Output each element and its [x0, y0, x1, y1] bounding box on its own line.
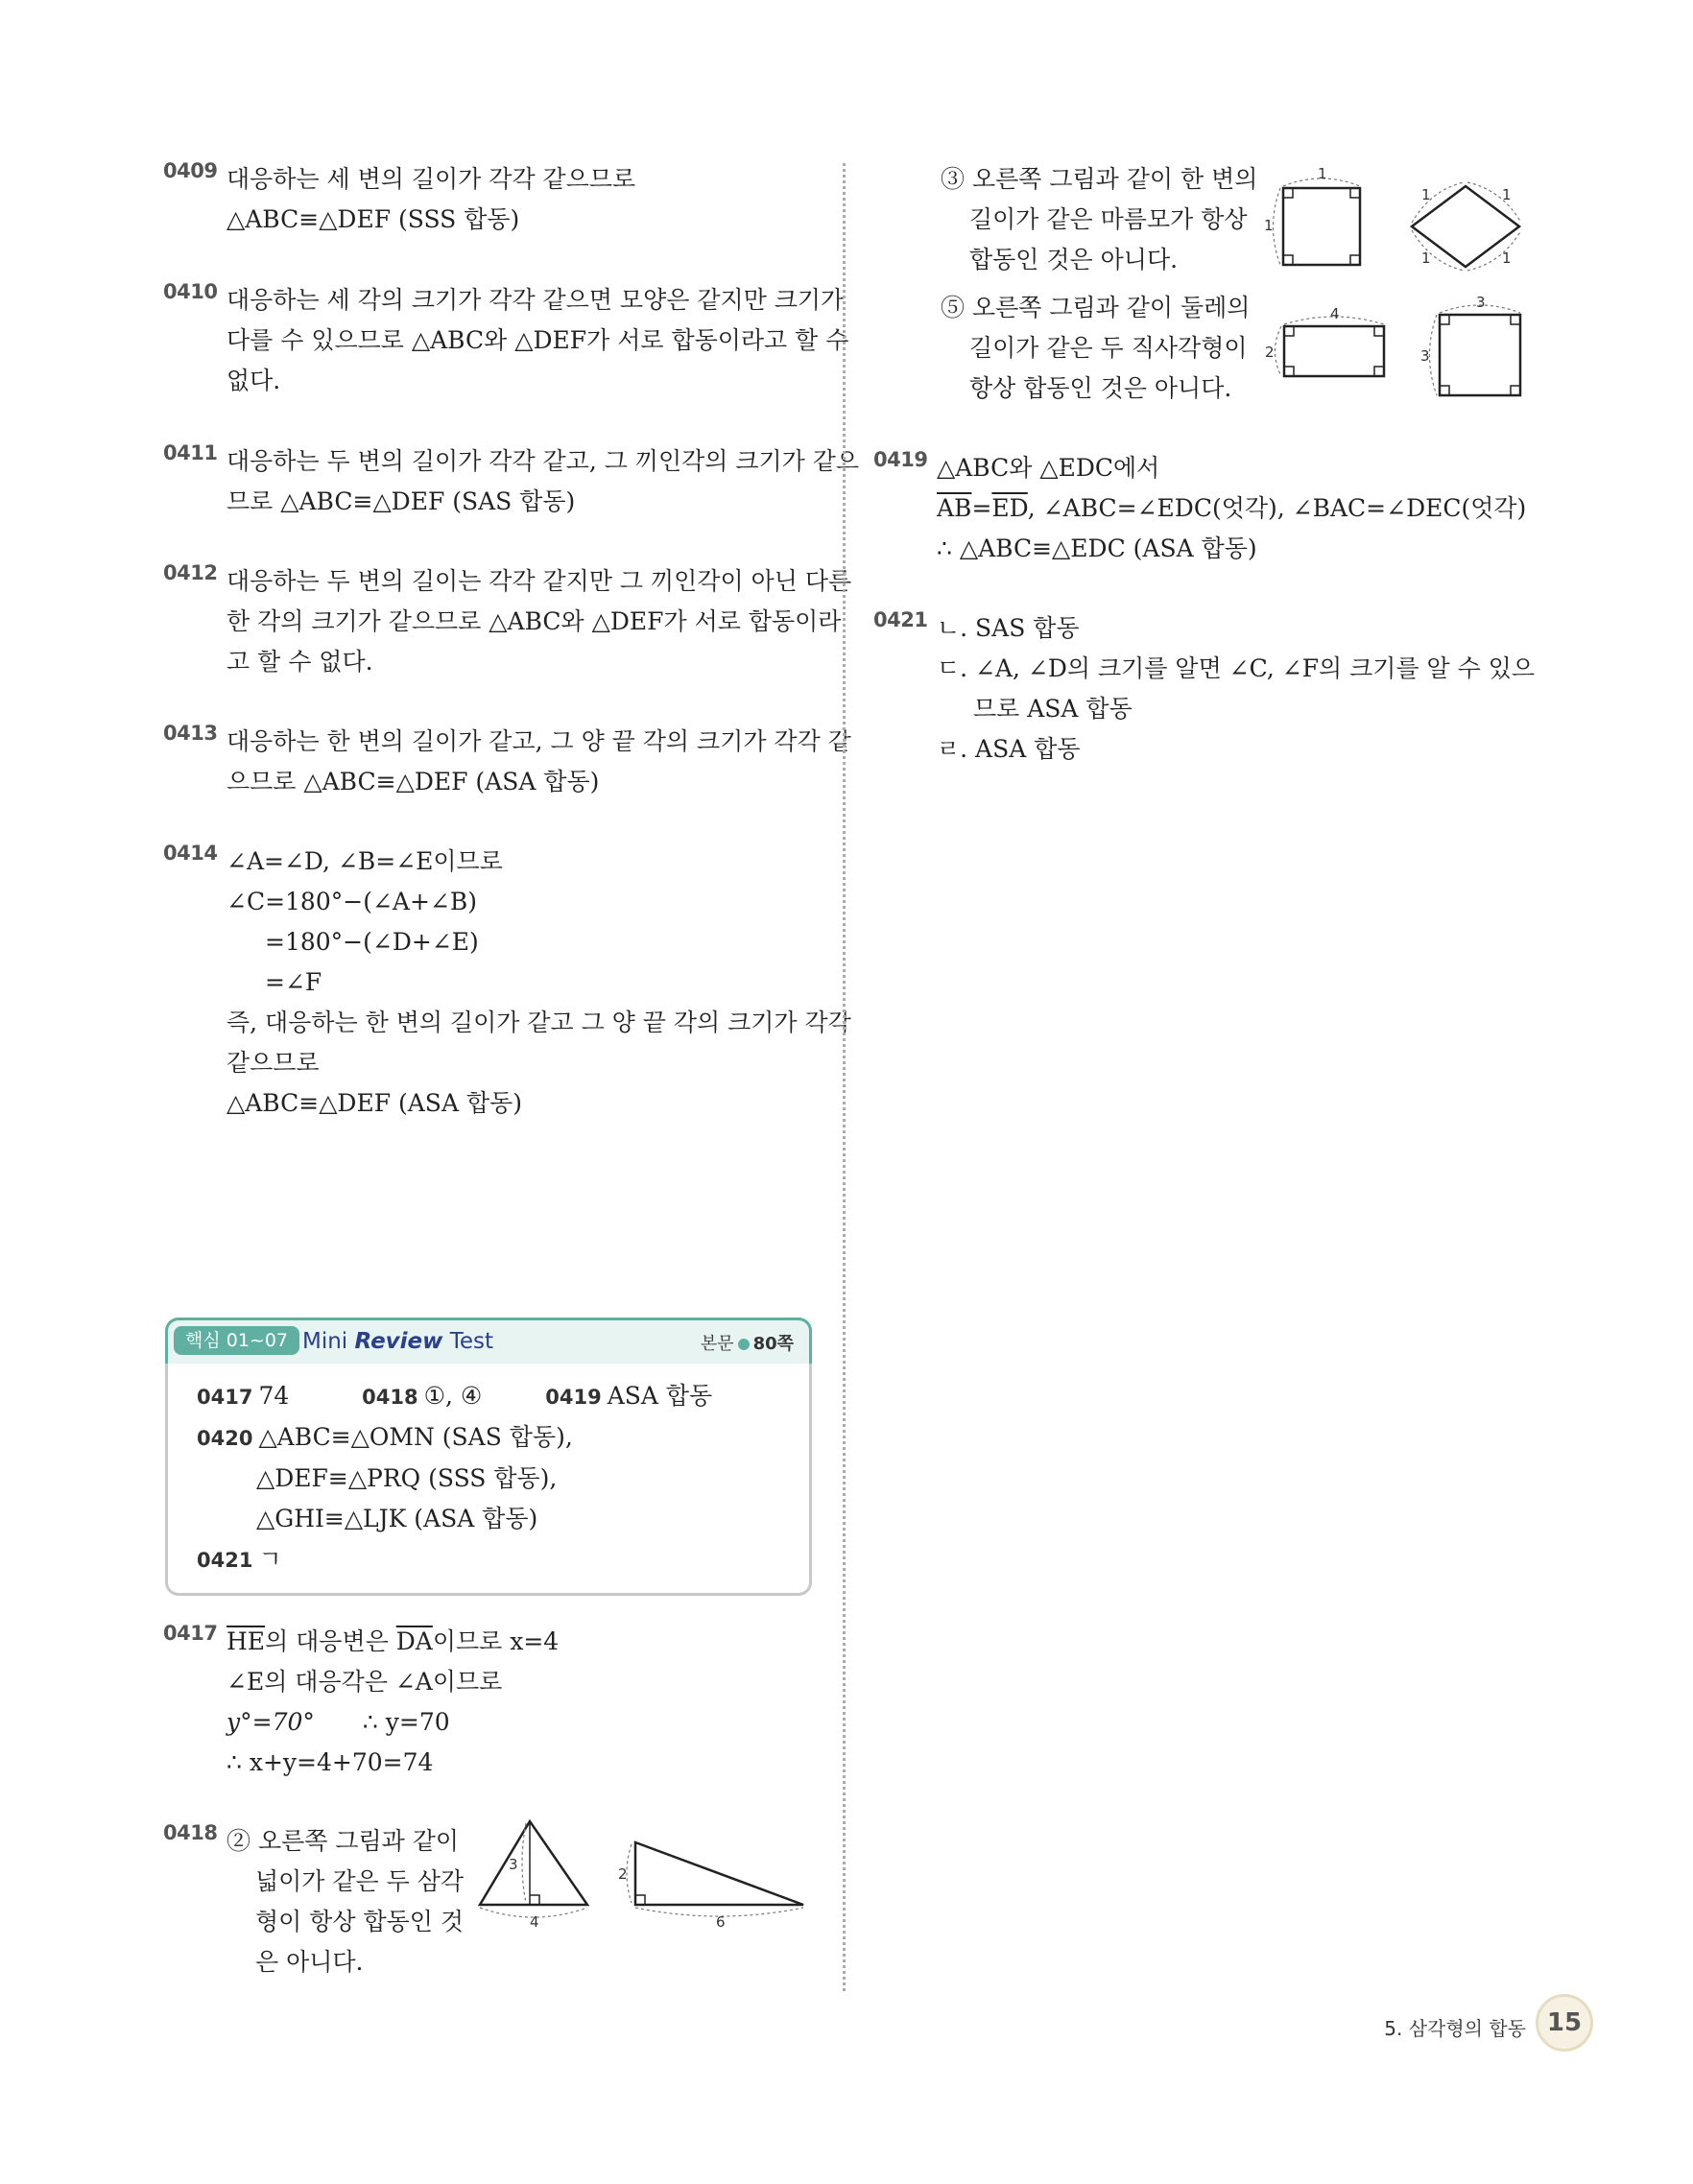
text-line: ㄹ. ASA 합동 — [937, 735, 1081, 763]
answer-value: 74 — [258, 1382, 290, 1410]
text-line: =∠F — [265, 968, 322, 996]
text-line: 없다. — [227, 367, 281, 394]
chapter-footer: 5. 삼각형의 합동 — [1384, 2017, 1526, 2040]
label-side: 1 — [1318, 165, 1327, 182]
label-height: 2 — [618, 1865, 628, 1883]
answer-number: 0421 — [197, 1549, 253, 1572]
solution-0414 — [163, 842, 851, 1124]
label-base: 6 — [716, 1913, 726, 1931]
rhombus-figure — [1412, 182, 1521, 271]
text-line — [227, 1622, 812, 1662]
solution-0411 — [163, 441, 860, 522]
label-width: 4 — [1330, 305, 1340, 322]
text-line: 므로 ASA 합동 — [973, 695, 1133, 723]
ref-label: 본문 — [700, 1334, 734, 1354]
arrow-icon — [738, 1339, 750, 1350]
text-line: 길이가 같은 두 직사각형이 — [969, 334, 1248, 362]
review-row — [197, 1417, 712, 1459]
text-line: 항상 합동인 것은 아니다. — [969, 374, 1232, 402]
review-row: △GHI≡△LJK (ASA 합동) — [256, 1505, 538, 1532]
text-line: ∠A=∠D, ∠B=∠E이므로 — [227, 847, 503, 875]
problem-number: 0414 — [163, 842, 218, 865]
answer-number: 0417 — [197, 1386, 253, 1409]
text-line: ⑤ 오른쪽 그림과 같이 둘레의 — [941, 294, 1251, 321]
label-base: 4 — [530, 1913, 539, 1931]
text-line: ∴ x+y=4+70=74 — [227, 1748, 434, 1776]
text-line: 길이가 같은 마름모가 항상 — [969, 205, 1248, 233]
page-number: 15 — [1536, 1994, 1593, 2052]
problem-number: 0413 — [163, 722, 218, 745]
answer-value: ASA 합동 — [607, 1382, 713, 1410]
label-side: 1 — [1421, 249, 1431, 267]
square-figure — [1264, 165, 1360, 265]
label-side: 3 — [1420, 347, 1430, 365]
answer-number: 0420 — [197, 1427, 253, 1450]
rectangle-figure — [1265, 305, 1384, 376]
rectangle-square-figures — [1257, 294, 1545, 399]
problem-number: 0409 — [163, 159, 218, 182]
problem-number: 0417 — [163, 1622, 218, 1645]
page-reference — [701, 1330, 794, 1355]
review-row: △DEF≡△PRQ (SSS 합동), — [256, 1464, 558, 1492]
text-line: ∴ △ABC≡△EDC (ASA 합동) — [937, 534, 1257, 562]
mini-review-box — [165, 1318, 812, 1596]
problem-number: 0418 — [163, 1821, 218, 1844]
text-line: 한 각의 크기가 같으므로 △ABC와 △DEF가 서로 합동이라 — [227, 607, 842, 635]
text-line: 고 할 수 없다. — [227, 648, 373, 676]
text-line: 형이 항상 합동인 것 — [255, 1908, 465, 1935]
label-side: 1 — [1502, 249, 1512, 267]
label-side: 3 — [1476, 294, 1486, 311]
label-side: 1 — [1502, 186, 1512, 203]
text-fragment: y°=70° — [227, 1708, 315, 1736]
segment-he: $\overline{HE}$ — [227, 1627, 266, 1655]
square-3-figure — [1420, 294, 1520, 395]
text-line: 넓이가 같은 두 삼각 — [255, 1867, 465, 1895]
text-line: 즉, 대응하는 한 변의 길이가 같고 그 양 끝 각의 크기가 각각 — [227, 1009, 851, 1036]
text-line: △ABC≡△DEF (ASA 합동) — [227, 1089, 522, 1117]
problem-number: 0421 — [873, 608, 928, 631]
text-line — [937, 488, 1536, 529]
solution-0421 — [873, 608, 1536, 770]
triangle-1 — [480, 1821, 587, 1931]
solution-0412 — [163, 561, 852, 682]
text-line: =180°−(∠D+∠E) — [265, 928, 479, 956]
text-line: 으므로 △ABC≡△DEF (ASA 합동) — [227, 768, 600, 795]
text-line: 므로 △ABC≡△DEF (SAS 합동) — [227, 487, 576, 515]
problem-number: 0412 — [163, 561, 218, 584]
text-line: ∠C=180°−(∠A+∠B) — [227, 888, 477, 915]
text-line: △ABC와 △EDC에서 — [937, 454, 1160, 482]
text-fragment: 이므로 x=4 — [432, 1627, 560, 1655]
answer-number: 0418 — [362, 1386, 418, 1409]
triangle-figures — [472, 1814, 818, 1948]
text-line: 대응하는 한 변의 길이가 같고, 그 양 끝 각의 크기가 각각 같 — [227, 727, 851, 755]
text-line: 대응하는 두 변의 길이가 각각 같고, 그 끼인각의 크기가 같으 — [227, 447, 860, 475]
text-line: ② 오른쪽 그림과 같이 — [227, 1827, 460, 1855]
review-tag: 핵심 01~07 — [174, 1326, 299, 1355]
column-divider — [843, 163, 846, 1991]
text-fragment: , ∠ABC=∠EDC(엇각), ∠BAC=∠DEC(엇각) — [1027, 494, 1527, 522]
review-row — [197, 1539, 712, 1580]
answer-value: ①, ④ — [423, 1382, 483, 1410]
problem-number: 0411 — [163, 441, 218, 464]
text-line: 다를 수 있으므로 △ABC와 △DEF가 서로 합동이라고 할 수 — [227, 326, 849, 354]
review-row — [197, 1376, 712, 1417]
text-line: ㄴ. SAS 합동 — [937, 614, 1080, 642]
review-title — [302, 1326, 493, 1357]
segment-ab: $\overline{AB}$ — [937, 494, 972, 522]
text-line: ③ 오른쪽 그림과 같이 한 변의 — [941, 165, 1258, 193]
label-side: 1 — [1264, 217, 1274, 234]
title-part: Mini — [302, 1329, 355, 1354]
solution-0413 — [163, 722, 851, 802]
text-line: 합동인 것은 아니다. — [969, 246, 1179, 273]
segment-ed: $\overline{ED}$ — [991, 494, 1028, 522]
text-line: 대응하는 두 변의 길이는 각각 같지만 그 끼인각이 아닌 다른 — [227, 567, 852, 595]
title-part: Test — [442, 1329, 494, 1354]
mini-review-header — [165, 1318, 812, 1364]
segment-da: $\overline{DA}$ — [395, 1627, 433, 1655]
text-line: ㄷ. ∠A, ∠D의 크기를 알면 ∠C, ∠F의 크기를 알 수 있으 — [937, 654, 1536, 682]
solution-0409 — [163, 159, 812, 240]
title-part: Review — [354, 1329, 443, 1354]
text-line: 은 아니다. — [255, 1948, 364, 1976]
text-line: 대응하는 세 각의 크기가 각각 같으면 모양은 같지만 크기가 — [227, 286, 845, 314]
text-fragment: 의 대응변은 — [265, 1627, 396, 1655]
text-fragment: ∴ y=70 — [362, 1708, 450, 1736]
label-height: 3 — [509, 1856, 518, 1873]
text-fragment: = — [971, 494, 992, 522]
label-side: 1 — [1421, 186, 1431, 203]
triangle-2 — [618, 1842, 803, 1931]
problem-number: 0410 — [163, 280, 218, 303]
answer-value: △ABC≡△OMN (SAS 합동), — [258, 1423, 573, 1451]
ref-page: 80쪽 — [752, 1334, 794, 1354]
solution-0417 — [163, 1622, 812, 1783]
square-rhombus-figures — [1262, 165, 1540, 280]
text-line: 대응하는 세 변의 길이가 각각 같으므로 — [227, 165, 636, 193]
text-line: △ABC≡△DEF (SSS 합동) — [227, 205, 520, 233]
answer-number: 0419 — [545, 1386, 602, 1409]
problem-number: 0419 — [873, 448, 928, 471]
text-line: 같으므로 — [227, 1049, 320, 1077]
answer-value: ㄱ — [258, 1545, 282, 1573]
text-line — [227, 1702, 812, 1743]
review-answers — [197, 1376, 712, 1580]
text-line: ∠E의 대응각은 ∠A이므로 — [227, 1668, 503, 1696]
solution-0419 — [873, 448, 1536, 569]
label-height: 2 — [1265, 344, 1275, 361]
solution-0410 — [163, 280, 849, 401]
